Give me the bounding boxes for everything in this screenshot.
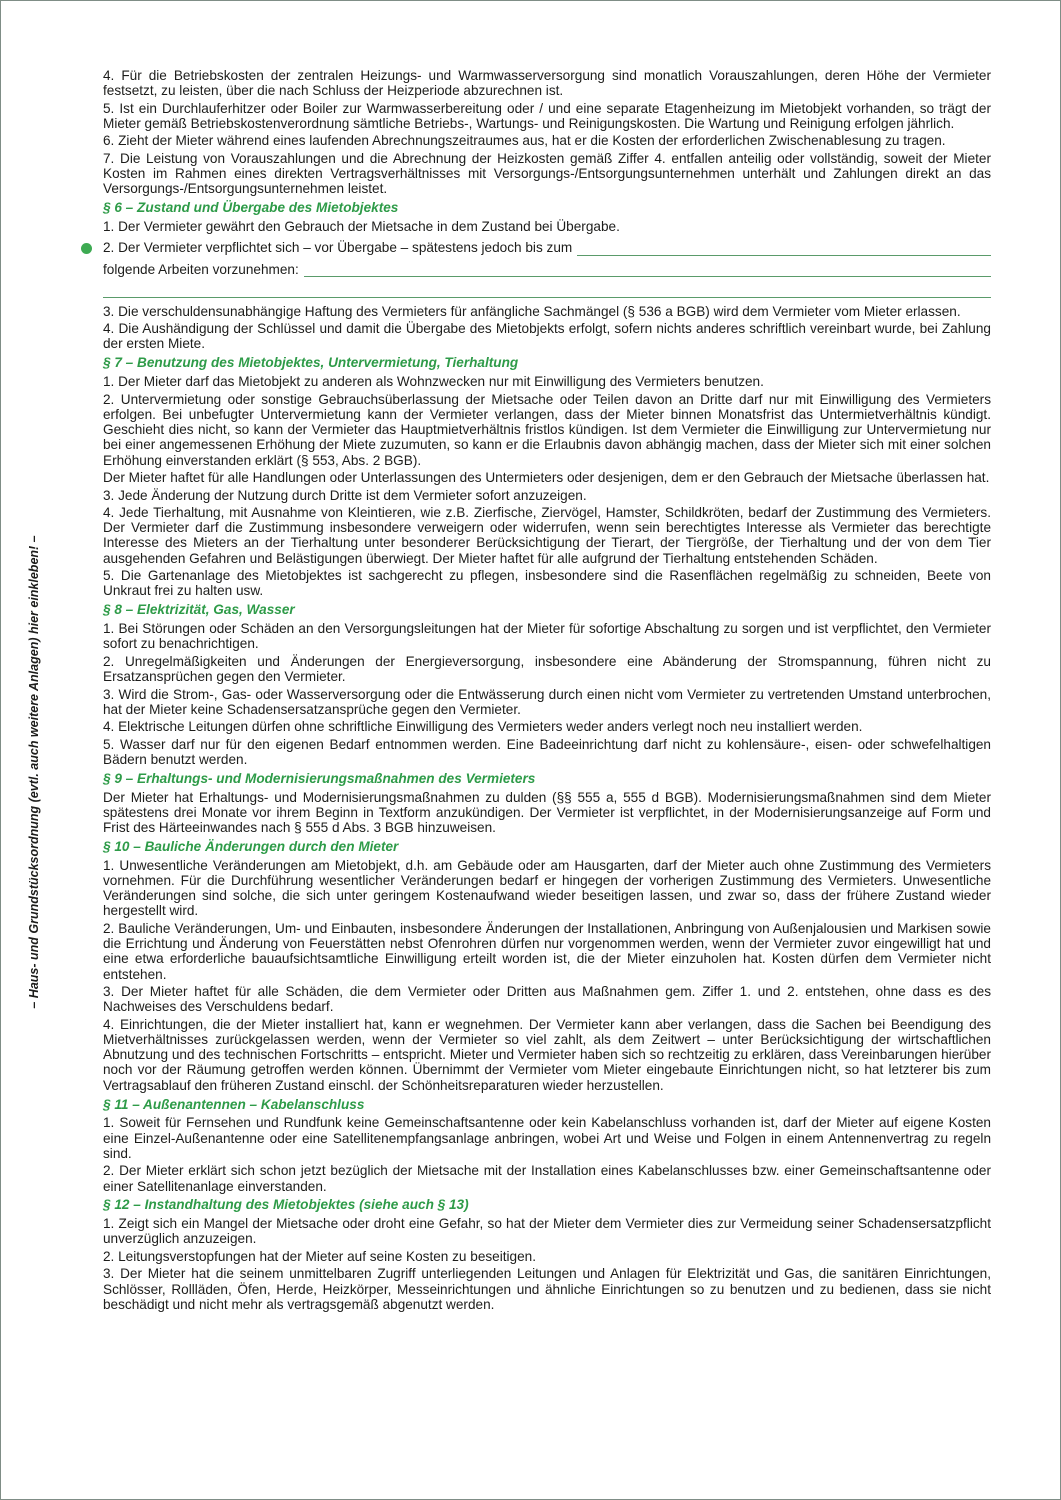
section-heading: § 10 – Bauliche Änderungen durch den Mieter (103, 838, 399, 854)
paragraph: 3. Der Mieter hat die seinem unmittelbaren Zugriff unterliegenden Leitungen und Anlagen für Elektrizität und Gas, die sanitären Einrichtungen, Schlösser, Rollläden, Öfen, Herde, Heizkörper, Messeinrichtungen und ähnliche Einrichtungen so zu benutzen und zu bedienen, dass sie nicht beschädigt und nicht mehr als vertragsgemäß abgenutzt werden. (103, 1266, 991, 1312)
paragraph: 4. Die Aushändigung der Schlüssel und damit die Übergabe des Mietobjekts erfolgt, sofern nichts anderes schriftlich vereinbart wurde, bei Zahlung der ersten Miete. (103, 321, 991, 352)
paragraph: 1. Zeigt sich ein Mangel der Mietsache oder droht eine Gefahr, so hat der Mieter dem Vermieter dies zur Vermeidung seiner Schadensersatzpflicht unverzüglich anzuzeigen. (103, 1216, 991, 1247)
paragraph: 5. Ist ein Durchlauferhitzer oder Boiler zur Warmwasserbereitung oder / und eine separate Etagenheizung im Mietobjekt vorhanden, so trägt der Mieter gemäß Betriebskostenverordnung sämtliche Betriebs-, Wartungs- und Reinigungskosten. Die Wartung und Reinigung erfolgen jährlich. (103, 100, 991, 131)
deadline-field-row (103, 240, 991, 255)
sections-container (103, 355, 991, 1312)
section-heading: § 12 – Instandhaltung des Mietobjektes (siehe auch § 13) (103, 1197, 469, 1213)
paragraph: 1. Unwesentliche Veränderungen am Mietobjekt, d.h. am Gebäude oder am Hausgarten, darf der Mieter auch ohne Zustimmung des Vermieters vornehmen. Für die Durchführung wesentlicher Veränderungen bedarf er hingegen der vorherigen Zustimmung des Vermieters. Unwesentliche Veränderungen sind solche, die sich unter geringem Kostenaufwand wieder beseitigen lassen, und zwar so, dass der frühere Zustand wieder hergestellt wird. (103, 857, 991, 919)
paragraph: 2. Unregelmäßigkeiten und Änderungen der Energieversorgung, insbesondere eine Abänderung der Stromspannung, führen nicht zu Ersatzansprüchen gegen den Vermieter. (103, 653, 991, 684)
paragraph: 1. Bei Störungen oder Schäden an den Versorgungsleitungen hat der Mieter für sofortige Abschaltung zu sorgen und ist verpflichtet, den Vermieter sofort zu benachrichtigen. (103, 621, 991, 652)
paragraph: 1. Der Mieter darf das Mietobjekt zu anderen als Wohnzwecken nur mit Einwilligung des Vermieters benutzen. (103, 374, 764, 390)
section-heading: § 8 – Elektrizität, Gas, Wasser (103, 602, 295, 618)
works-field-continuation[interactable] (103, 282, 991, 298)
paragraph: 3. Jede Änderung der Nutzung durch Dritte ist dem Vermieter sofort anzuzeigen. (103, 487, 587, 503)
works-field-row (103, 262, 991, 277)
paragraph: Der Mieter haftet für alle Handlungen oder Unterlassungen des Untermieters oder desjenigen, dem er den Gebrauch der Mietsache überlassen hat. (103, 470, 990, 485)
paragraph: 4. Einrichtungen, die der Mieter installiert hat, kann er wegnehmen. Der Vermieter kann aber verlangen, dass die Sachen bei Beendigung des Mietverhältnisses zurückgelassen werden, wenn der Vermieter so viel zahlt, als dem Zeitwert – unter Berücksichtigung der wirtschaftlichen Abnutzung und des technischen Fortschritts – entspricht. Mieter und Vermieter haben sich so rechtzeitig zu erklären, dass Vereinbarungen hierüber noch vor der Räumung getroffen werden können. Übernimmt der Vermieter vom Mieter eingebaute Einrichtungen nicht, so hat letzterer bis zum Vertragsablauf den früheren Zustand einschl. der Schönheitsreparaturen wieder herzustellen. (103, 1016, 991, 1093)
paragraph: 5. Wasser darf nur für den eigenen Bedarf entnommen werden. Eine Badeeinrichtung darf nicht zu kohlensäure-, eisen- oder schwefelhaltigen Bädern benutzt werden. (103, 736, 991, 767)
deadline-date-field[interactable] (577, 243, 991, 256)
side-note-text: – Haus- und Grundstücksordnung (evtl. auch weitere Anlagen) hier einkleben! – (27, 535, 41, 1009)
section-heading: § 9 – Erhaltungs- und Modernisierungsmaßnahmen des Vermieters (103, 770, 536, 786)
paragraph: 4. Jede Tierhaltung, mit Ausnahme von Kleintieren, wie z.B. Zierfische, Ziervögel, Hamster, Schildkröten, bedarf der Zustimmung des Vermieters. Der Vermieter darf die Zustimmung insbesondere verweigern oder widerrufen, wenn sein berechtigtes Interesse als Vermieter das berechtigte Interesse des Mieters an der Tierhaltung unter besonderer Berücksichtigung der Tierart, der Tiergröße, der Tierhaltung und der von dem Tier ausgehenden Gefahren und Belästigungen überwiegt. Der Mieter haftet für alle aufgrund der Tierhaltung entstehenden Schäden. (103, 505, 991, 566)
paragraph: 2. Bauliche Veränderungen, Um- und Einbauten, insbesondere Änderungen der Installationen, Anbringung von Außenjalousien und Markisen sowie die Errichtung und Änderung von Feuerstätten nebst Ofenrohren dürfen nur vorgenommen werden, wenn der Vermieter zuvor eingewilligt hat und eine etwa erforderliche bauaufsichtsamtliche Einwilligung erteilt worden ist, die der Mieter einzuholen hat. Kosten dürfen dem Vermieter nicht entstehen. (103, 920, 991, 982)
contract-body (103, 68, 991, 1314)
field-label: folgende Arbeiten vorzunehmen: (103, 261, 299, 277)
section-heading: § 11 – Außenantennen – Kabelanschluss (103, 1096, 365, 1112)
paragraph: 2. Der Mieter erklärt sich schon jetzt bezüglich der Mietsache mit der Installation eines Kabelanschlusses bzw. einer Gemeinschaftsantenne oder einer Satellitenanlage einverstanden. (103, 1163, 991, 1194)
paragraph: 3. Wird die Strom-, Gas- oder Wasserversorgung oder die Entwässerung durch einen nicht vom Vermieter zu vertretenden Umstand unterbrochen, hat der Mieter keine Schadensersatzansprüche gegen den Vermieter. (103, 686, 991, 717)
section-heading: § 6 – Zustand und Übergabe des Mietobjektes (103, 200, 399, 216)
paragraph: 2. Untervermietung oder sonstige Gebrauchsüberlassung der Mietsache oder Teilen davon an Dritte darf nur mit Einwilligung des Vermieters erfolgen. Bei unbefugter Untervermietung kann der Vermieter verlangen, dass der Mieter binnen Monatsfrist das Untermietverhältnis kündigt. Geschieht dies nicht, so kann der Vermieter das Hauptmietverhältnis fristlos kündigen. Ist dem Vermieter die Einwilligung zur Untervermietung nur bei einer angemessenen Erhöhung der Miete zuzumuten, so kann er die Erlaubnis davon abhängig machen, dass der Mieter sich mit einer solchen Erhöhung einverstanden erklärt (§ 553, Abs. 2 BGB). (103, 391, 991, 468)
paragraph: 3. Die verschuldensunabhängige Haftung des Vermieters für anfängliche Sachmängel (§ 536 a BGB) wird dem Vermieter vom Mieter erlassen. (103, 303, 961, 319)
paragraph: 2. Leitungsverstopfungen hat der Mieter auf seine Kosten zu beseitigen. (103, 1248, 537, 1264)
field-label: 2. Der Vermieter verpflichtet sich – vor Übergabe – spätestens jedoch bis zum (103, 240, 573, 256)
works-field[interactable] (304, 264, 991, 277)
paragraph: 1. Der Vermieter gewährt den Gebrauch der Mietsache in dem Zustand bei Übergabe. (103, 219, 620, 235)
paragraph: 4. Für die Betriebskosten der zentralen Heizungs- und Warmwasserversorgung sind monatlich Vorauszahlungen, deren Höhe der Vermieter festsetzt, zu leisten, über die nach Schluss der Heizperiode abzurechnen ist. (103, 68, 991, 99)
paragraph: 7. Die Leistung von Vorauszahlungen und die Abrechnung der Heizkosten gemäß Ziffer 4. entfallen anteilig oder vollständig, soweit der Mieter Kosten im Rahmen eines direkten Vertragsverhältnisses mit Versorgungs-/Entsorgungsunternehmen unterhält und Zahlungen direkt an das Versorgungs-/Entsorgungsunternehmen leistet. (103, 150, 991, 197)
paragraph: Der Mieter hat Erhaltungs- und Modernisierungsmaßnahmen zu dulden (§§ 555 a, 555 d BGB). Modernisierungsmaßnahmen sind dem Mieter spätestens drei Monate vor ihrem Beginn in Textform anzukündigen. Der Vermieter ist verpflichtet, in der Modernisierungsanzeige auf Form und Frist des Härteeinwandes nach § 555 d Abs. 3 BGB hinzuweisen. (103, 789, 991, 836)
paragraph: 5. Die Gartenanlage des Mietobjektes ist sachgerecht zu pflegen, insbesondere sind die Rasenflächen regelmäßig zu schneiden, Beete von Unkraut frei zu halten usw. (103, 568, 991, 599)
paragraph: 4. Elektrische Leitungen dürfen ohne schriftliche Einwilligung des Vermieters weder anders verlegt noch neu installiert werden. (103, 719, 863, 735)
section-heading: § 7 – Benutzung des Mietobjektes, Untervermietung, Tierhaltung (103, 355, 519, 371)
paragraph: 6. Zieht der Mieter während eines laufenden Abrechnungszeitraumes aus, hat er die Kosten der erforderlichen Zwischenablesung zu tragen. (103, 133, 946, 149)
side-note (22, 500, 46, 1045)
paragraph: 3. Der Mieter haftet für alle Schäden, die dem Vermieter oder Dritten aus Maßnahmen gem. Ziffer 1. und 2. entstehen, ohne dass es des Nachweises des Verschuldens bedarf. (103, 984, 991, 1015)
paragraph: 1. Soweit für Fernsehen und Rundfunk keine Gemeinschaftsantenne oder kein Kabelanschluss vorhanden ist, darf der Mieter auf eigene Kosten eine Einzel-Außenantenne oder eine Satellitenempfangsanlage anbringen, wobei Art und Weise und Folgen in einem Antennenvertrag zu regeln sind. (103, 1115, 991, 1161)
